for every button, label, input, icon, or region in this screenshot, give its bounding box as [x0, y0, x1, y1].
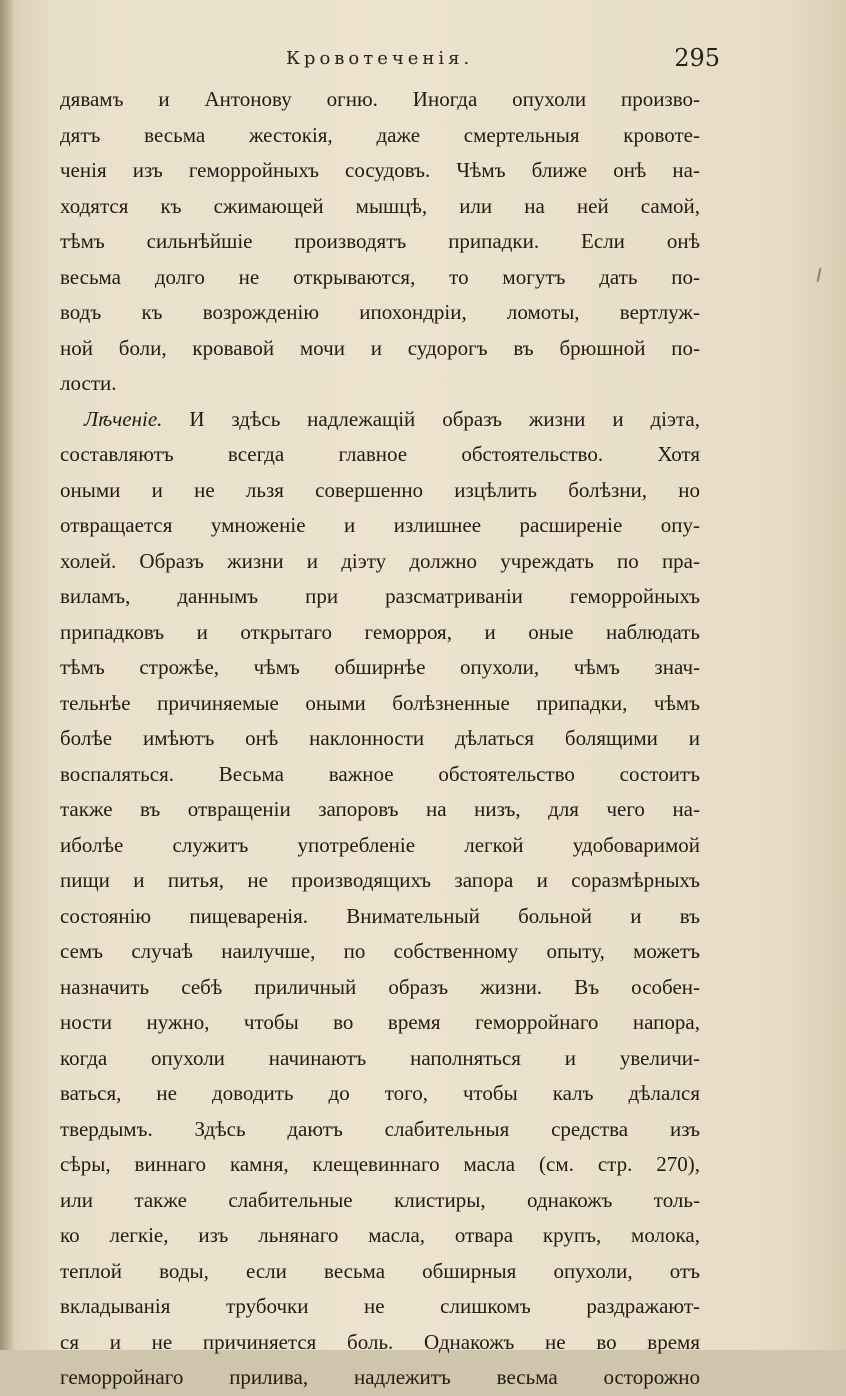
text-line: пищи и питья, не производящихъ запора и соразмѣрныхъ	[60, 868, 700, 892]
text-line: назначить себѣ приличный образъ жизни. Въ особен-	[60, 974, 700, 999]
margin-mark	[817, 268, 822, 282]
text-line: ченія изъ геморройныхъ сосудовъ. Чѣмъ ближе онѣ на-	[60, 158, 700, 182]
paragraph-1	[60, 82, 700, 402]
text-line: оными и не льзя совершенно изцѣлить болѣзни, но	[60, 477, 700, 502]
text-line: ся и не причиняется боль. Однакожъ не во время	[60, 1329, 700, 1354]
body-text	[60, 82, 700, 1396]
paragraph-2	[60, 402, 700, 1396]
text-line: или также слабительные клистиры, однакожъ толь-	[60, 1187, 700, 1212]
text-line: припадковъ и открытаго геморроя, и оные наблюдать	[60, 619, 700, 644]
text-line: дятъ весьма жестокія, даже смертельныя кровоте-	[60, 122, 700, 147]
text-line: иболѣе служитъ употребленіе легкой удобоваримой	[60, 832, 700, 857]
lead-word: Лѣченіе.	[84, 406, 163, 431]
text-line: когда опухоли начинаютъ наполняться и увеличи-	[60, 1045, 700, 1070]
text-line: ходятся къ сжимающей мышцѣ, или на ней самой,	[60, 193, 700, 218]
text-line: болѣе имѣютъ онѣ наклонности дѣлаться болящими и	[60, 726, 700, 750]
text-line: воспаляться. Весьма важное обстоятельство состоитъ	[60, 761, 700, 786]
text-line: твердымъ. Здѣсь даютъ слабительныя средства изъ	[60, 1116, 700, 1141]
running-head: Кровотеченія.	[286, 48, 474, 69]
text-line: тѣмъ строжѣе, чѣмъ обширнѣе опухоли, чѣмъ знач-	[60, 655, 700, 679]
text-line: весьма долго не открываются, то могутъ дать по-	[60, 264, 700, 289]
text-line: лости.	[60, 371, 117, 395]
text-line: ко легкіе, изъ льнянаго масла, отвара крупъ, молока,	[60, 1223, 700, 1247]
page-number: 295	[674, 44, 720, 72]
paragraph-2-first-line	[60, 402, 700, 438]
text-line: тельнѣе причиняемые оными болѣзненные припадки, чѣмъ	[60, 690, 700, 715]
text-line: составляютъ всегда главное обстоятельство. Хотя	[60, 442, 700, 466]
text-line: сѣры, виннаго камня, клещевиннаго масла (см. стр. 270),	[60, 1152, 700, 1176]
text-line: ности нужно, чтобы во время геморройнаго напора,	[60, 1010, 700, 1034]
text-line: виламъ, даннымъ при разсматриваніи геморройныхъ	[60, 584, 700, 608]
text-line: теплой воды, если весьма обширныя опухоли, отъ	[60, 1258, 700, 1283]
text-line: ваться, не доводить до того, чтобы калъ дѣлался	[60, 1081, 700, 1105]
first-line-rest: И здѣсь надлежащій образъ жизни и діэта,	[189, 406, 701, 431]
text-line: дявамъ и Антонову огню. Иногда опухоли произво-	[60, 87, 700, 111]
text-line: вкладыванія трубочки не слишкомъ раздражают-	[60, 1294, 700, 1318]
text-line: геморройнаго прилива, надлежитъ весьма осторожно	[60, 1365, 700, 1389]
text-line: водъ къ возрожденію ипохондріи, ломоты, вертлуж-	[60, 300, 700, 324]
page-header	[60, 44, 720, 78]
text-line: ной боли, кровавой мочи и судорогъ въ брюшной по-	[60, 335, 700, 360]
text-line: также въ отвращеніи запоровъ на низъ, для чего на-	[60, 797, 700, 821]
text-line: состоянію пищеваренія. Внимательный больной и въ	[60, 903, 700, 928]
text-line: холей. Образъ жизни и діэту должно учреждать по пра-	[60, 548, 700, 573]
text-line: отвращается умноженіе и излишнее расширеніе опу-	[60, 513, 700, 537]
spine-shadow	[0, 0, 14, 1350]
text-line: семъ случаѣ наилучше, по собственному опыту, можетъ	[60, 939, 700, 963]
text-line: тѣмъ сильнѣйшіе производятъ припадки. Если онѣ	[60, 229, 700, 253]
